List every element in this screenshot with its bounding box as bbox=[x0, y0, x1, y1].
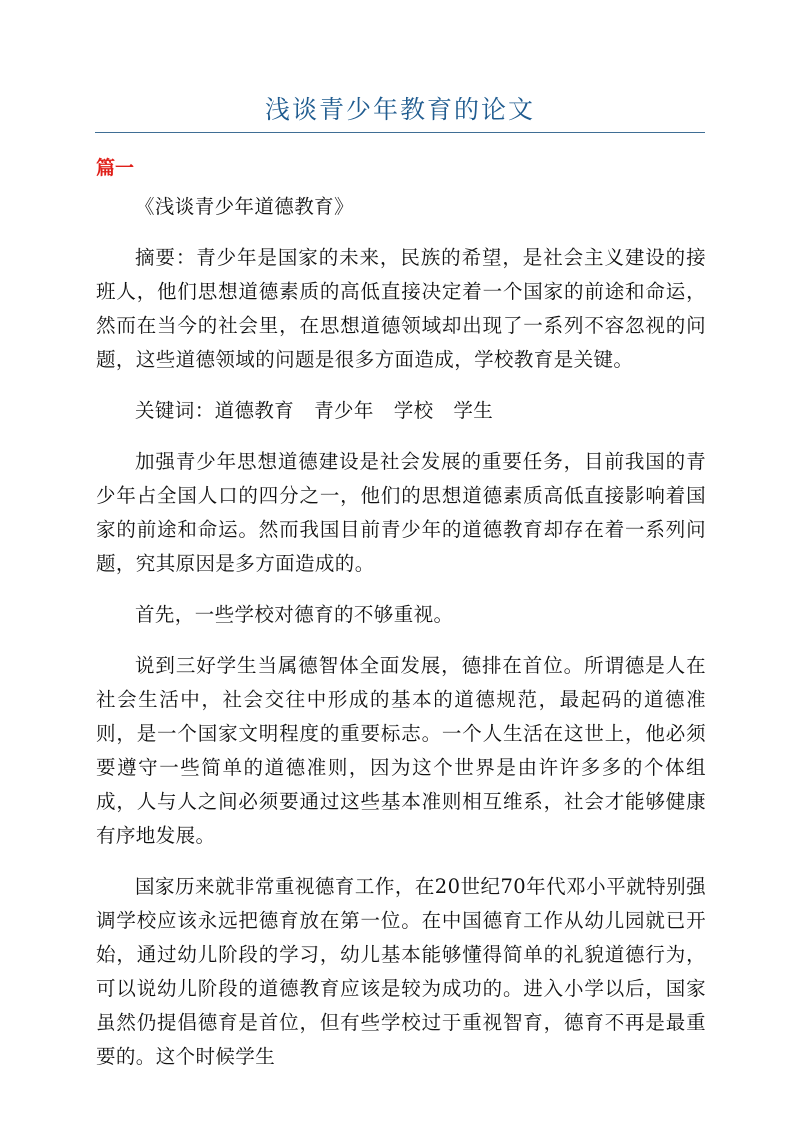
paragraph-intro: 加强青少年思想道德建设是社会发展的重要任务，目前我国的青少年占全国人口的四分之一，他们的思想道德素质高低直接影响着国家的前途和命运。然而我国目前青少年的道德教育却存在着一系列问题，究其原因是多方面造成的。 bbox=[96, 450, 706, 575]
paragraph-moral-standards: 说到三好学生当属德智体全面发展，德排在首位。所谓德是人在社会生活中，社会交往中形成的基本的道德规范，最起码的道德准则，是一个国家文明程度的重要标志。一个人生活在这世上，他必须要遵守一些简单的道德准则，因为这个世界是由许许多多的个体组成，人与人之间必须要通过这些基本准则相互维系，社会才能够健康有序地发展。 bbox=[96, 654, 706, 847]
title-underline bbox=[95, 132, 705, 133]
paragraph-abstract: 摘要：青少年是国家的未来，民族的希望，是社会主义建设的接班人，他们思想道德素质的高低直接决定着一个国家的前途和命运，然而在当今的社会里，在思想道德领域却出现了一系列不容忽视的问题，这些道德领域的问题是很多方面造成，学校教育是关键。 bbox=[96, 246, 706, 371]
document-body bbox=[96, 190, 706, 1091]
section-heading: 篇一 bbox=[96, 157, 135, 179]
paragraph-national-policy: 国家历来就非常重视德育工作，在20世纪70年代邓小平就特别强调学校应该永远把德育放在第一位。在中国德育工作从幼儿园就已开始，通过幼儿阶段的学习，幼儿基本能够懂得简单的礼貌道德行为，可以说幼儿阶段的道德教育应该是较为成功的。进入小学以后，国家虽然仍提倡德育是首位，但有些学校过于重视智育，德育不再是最重要的。这个时候学生 bbox=[96, 875, 706, 1068]
document-title: 浅谈青少年教育的论文 bbox=[264, 95, 535, 124]
paragraph-article-title: 《浅谈青少年道德教育》 bbox=[135, 195, 354, 218]
paragraph-keywords: 关键词：道德教育 青少年 学校 学生 bbox=[135, 399, 494, 422]
paragraph-first-point: 首先，一些学校对德育的不够重视。 bbox=[135, 603, 454, 626]
